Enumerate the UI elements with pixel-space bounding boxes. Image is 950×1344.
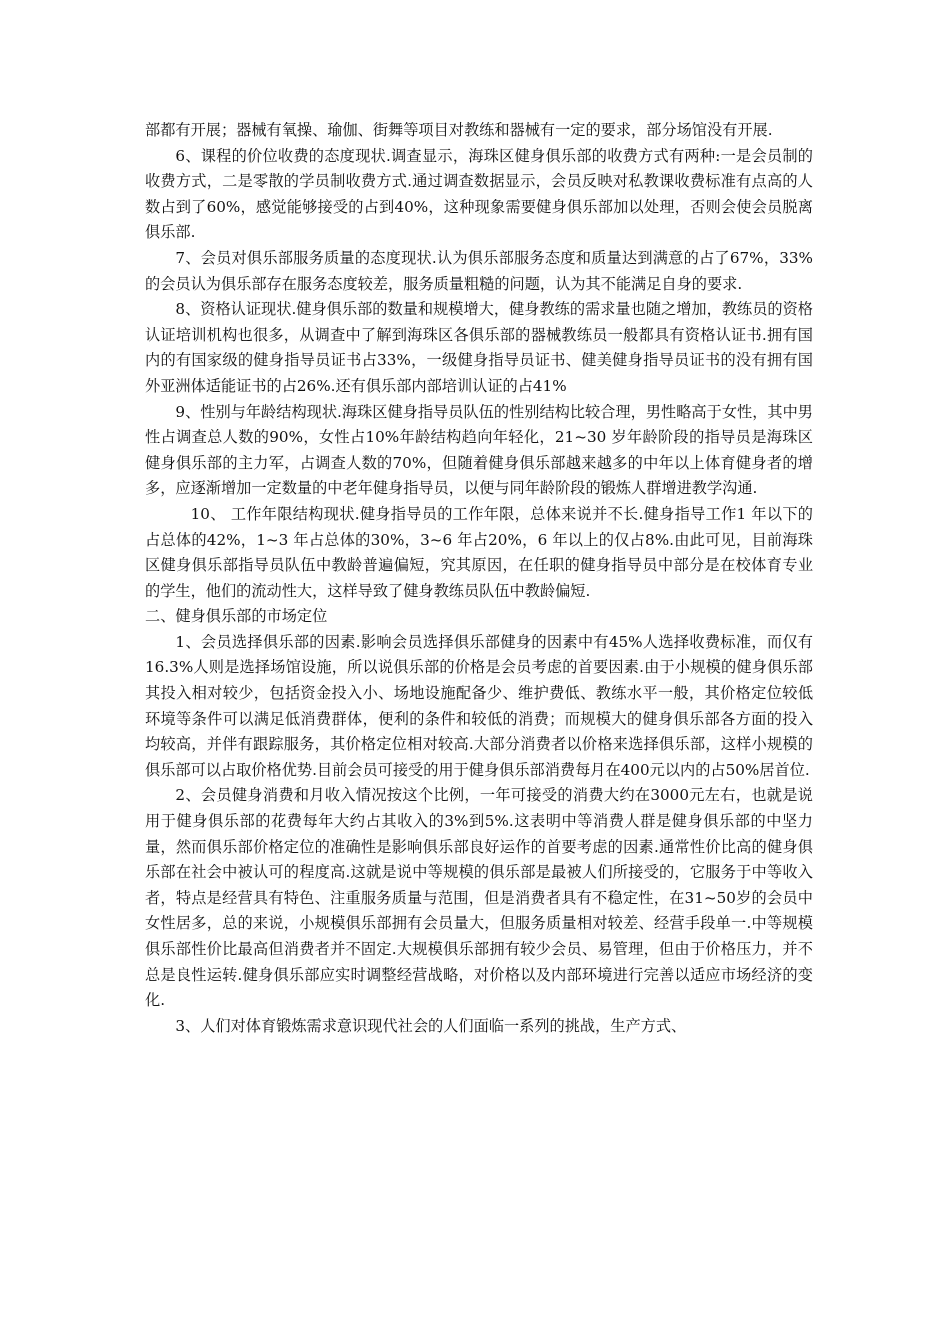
paragraph-item-9: 9、性别与年龄结构现状.海珠区健身指导员队伍的性别结构比较合理，男性略高于女性，其中男性占调查总人数的90%，女性占10%年龄结构趋向年轻化，21~30 岁年龄阶段的指导员是海珠区健身俱乐部的主力军，占调查人数的70%，但随着健身俱乐部越来越多的中年以上体育健身者的增多，应逐渐增加一定数量的中老年健身指导员，以便与同年龄阶段的锻炼人群增进教学沟通. (145, 402, 813, 498)
paragraph-item-8: 8、资格认证现状.健身俱乐部的数量和规模增大，健身教练的需求量也随之增加，教练员的资格认证培训机构也很多，从调查中了解到海珠区各俱乐部的器械教练员一般都具有资格认证书.拥有国内的有国家级的健身指导员证书占33%，一级健身指导员证书、健美健身指导员证书的没有拥有国外亚洲体适能证书的占26%.还有俱乐部内部培训认证的占41% (145, 300, 813, 395)
section-heading: 二、健身俱乐部的市场定位 (145, 607, 328, 626)
paragraph-market-3: 3、人们对体育锻炼需求意识现代社会的人们面临一系列的挑战，生产方式、 (175, 1016, 687, 1035)
paragraph-item-7: 7、会员对俱乐部服务质量的态度现状.认为俱乐部服务态度和质量达到满意的占了67%，33%的会员认为俱乐部存在服务态度较差，服务质量粗糙的问题，认为其不能满足自身的要求. (145, 248, 813, 293)
paragraph-continuation: 部都有开展；器械有氧操、瑜伽、街舞等项目对教练和器械有一定的要求，部分场馆没有开展. (145, 121, 773, 139)
paragraph-market-2: 2、会员健身消费和月收入情况按这个比例，一年可接受的消费大约在3000元左右，也就是说用于健身俱乐部的花费每年大约占其收入的3%到5%.这表明中等消费人群是健身俱乐部的中坚力量，然而俱乐部价格定位的准确性是影响俱乐部良好运作的首要考虑的因素.通常性价比高的健身俱乐部在社会中被认可的程度高.这就是说中等规模的俱乐部是最被人们所接受的，它服务于中等收入者，特点是经营具有特色、注重服务质量与范围，但是消费者具有不稳定性，在31~50岁的会员中女性居多，总的来说，小规模俱乐部拥有会员量大，但服务质量相对较差、经营手段单一.中等规模俱乐部性价比最高但消费者并不固定.大规模俱乐部拥有较少会员、易管理，但由于价格压力，并不总是良性运转.健身俱乐部应实时调整经营战略，对价格以及内部环境进行完善以适应市场经济的变化. (145, 786, 813, 1010)
paragraph-item-6: 6、课程的价位收费的态度现状.调查显示，海珠区健身俱乐部的收费方式有两种:一是会员制的收费方式，二是零散的学员制收费方式.通过调查数据显示，会员反映对私教课收费标准有点高的人数占到了60%，感觉能够接受的占到40%，这种现象需要健身俱乐部加以处理，否则会使会员脱离俱乐部. (145, 146, 813, 242)
paragraph-market-1: 1、会员选择俱乐部的因素.影响会员选择俱乐部健身的因素中有45%人选择收费标准，而仅有16.3%人则是选择场馆设施，所以说俱乐部的价格是会员考虑的首要因素.由于小规模的健身俱乐部其投入相对较少，包括资金投入小、场地设施配备少、维护费低、教练水平一般，其价格定位较低环境等条件可以满足低消费群体，便利的条件和较低的消费；而规模大的健身俱乐部各方面的投入均较高，并伴有跟踪服务，其价格定位相对较高.大部分消费者以价格来选择俱乐部，这样小规模的俱乐部可以占取价格优势.目前会员可接受的用于健身俱乐部消费每月在400元以内的占50%居首位. (145, 632, 813, 779)
paragraph-item-10: 10、 工作年限结构现状.健身指导员的工作年限，总体来说并不长.健身指导工作1 年以下的占总体的42%，1~3 年占总体的30%，3~6 年占20%，6 年以上的仅占8%.由此可见，目前海珠区健身俱乐部指导员队伍中教龄普遍偏短，究其原因，在任职的健身指导员中部分是在校体育专业的学生，他们的流动性大，这样导致了健身教练员队伍中教龄偏短. (145, 504, 813, 600)
document-body (145, 118, 813, 1039)
